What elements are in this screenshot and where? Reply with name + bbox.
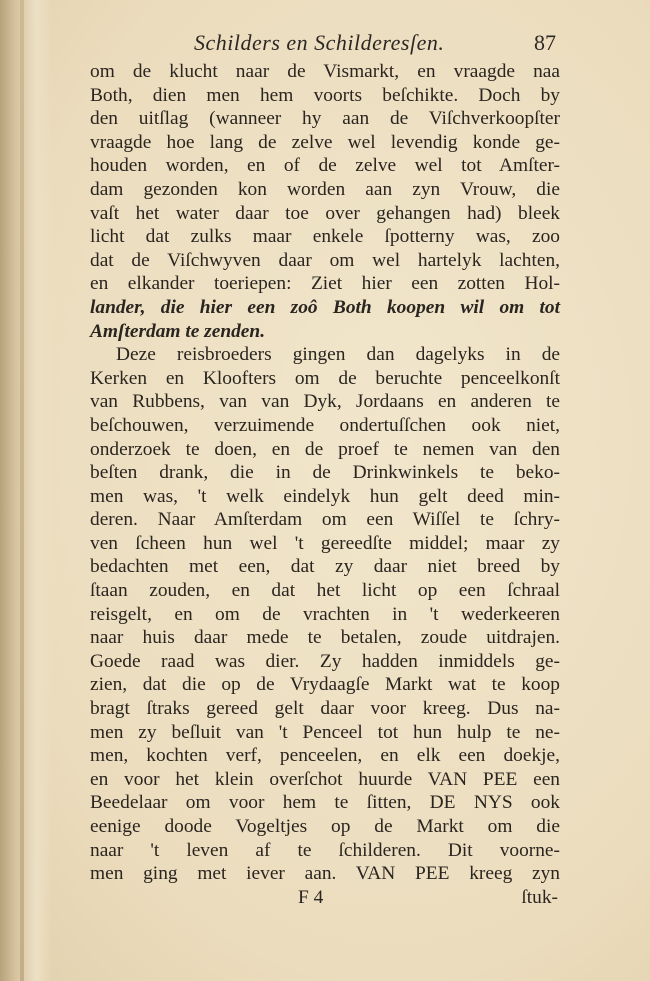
text-line: Goede raad was dier. Zy hadden inmiddels ge- xyxy=(90,650,560,672)
text-line: eenige doode Vogeltjes op de Markt om die xyxy=(90,816,560,837)
body-text xyxy=(90,60,560,886)
text-line: men zy beſluit van 't Penceel tot hun hulp te ne- xyxy=(90,721,560,743)
text-line: dat de Viſchwyven daar om wel hartelyk lachten, xyxy=(90,249,560,271)
text-line: beſten drank, die in de Drinkwinkels te beko- xyxy=(90,462,560,484)
text-line: naar 't leven af te ſchilderen. Dit voorne- xyxy=(90,839,560,861)
text-line: deren. Naar Amſterdam om een Wiſſel te ſchry- xyxy=(90,509,560,531)
text-line: naar huis daar mede te betalen, zoude uitdrajen. xyxy=(90,627,560,649)
text-line: dam gezonden kon worden aan zyn Vrouw, die xyxy=(90,178,560,200)
text-line: bragt ſtraks gereed gelt daar voor kreeg. Dus na- xyxy=(90,698,560,720)
text-line: zien, dat die op de Vrydaagſe Markt wat te koop xyxy=(90,674,560,696)
text-line: ſtaan zouden, en dat het licht op een ſchraal xyxy=(90,580,560,602)
running-head xyxy=(90,30,560,58)
text-line: vaſt het water daar toe over gehangen had) bleek xyxy=(90,202,560,224)
text-line: licht dat zulks maar enkele ſpotterny was, zoo xyxy=(90,226,560,248)
text-line: Both, dien men hem voorts beſchikte. Doch by xyxy=(90,84,560,106)
text-line: onderzoek te doen, en de proef te nemen van den xyxy=(90,438,560,460)
text-line: van Rubbens, van van Dyk, Jordaans en anderen te xyxy=(90,391,560,413)
text-line: houden worden, en of de zelve wel tot Amſter- xyxy=(90,155,560,177)
binding-gutter xyxy=(0,0,52,981)
text-line: om de klucht naar de Vismarkt, en vraagde naa xyxy=(90,61,560,82)
text-line: bedachten met een, dat zy daar niet breed by xyxy=(90,556,560,578)
text-line: Deze reisbroeders gingen dan dagelyks in de xyxy=(116,344,560,366)
text-line: Beedelaar om voor hem te ſitten, DE NYS ook xyxy=(90,792,560,814)
text-line: men ging met iever aan. VAN PEE kreeg zyn xyxy=(90,863,560,885)
page-number: 87 xyxy=(534,30,556,55)
text-line: en voor het klein overſchot huurde VAN PEE een xyxy=(90,768,560,790)
text-line: den uitſlag (wanneer hy aan de Viſchverkoopſter xyxy=(90,108,560,130)
text-line: reisgelt, en om de vrachten in 't wederkeeren xyxy=(90,603,560,625)
text-line: ven ſcheen hun wel 't gereedſte middel; maar zy xyxy=(90,532,560,554)
text-line: vraagde hoe lang de zelve wel levendig konde ge- xyxy=(90,131,560,153)
text-line: Amſterdam te zenden. xyxy=(90,320,266,342)
text-line: men was, 't welk eindelyk hun gelt deed min- xyxy=(90,485,560,507)
text-line: men, kochten verf, penceelen, en elk een doekje, xyxy=(90,745,560,767)
text-line: Kerken en Kloofters om de beruchte penceelkonſt xyxy=(90,367,560,389)
text-line: beſchouwen, verzuimende ondertuſſchen ook niet, xyxy=(90,414,560,436)
signature-mark: F 4 xyxy=(298,887,324,908)
text-line: en elkander toeriepen: Ziet hier een zotten Hol- xyxy=(90,273,560,295)
page-footer xyxy=(90,887,560,913)
running-head-title: Schilders en Schilderesſen. xyxy=(194,30,445,55)
text-line: lander, die hier een zoô Both koopen wil om tot xyxy=(90,296,560,318)
gutter-fold-line xyxy=(20,0,24,981)
catchword: ſtuk- xyxy=(521,887,558,908)
